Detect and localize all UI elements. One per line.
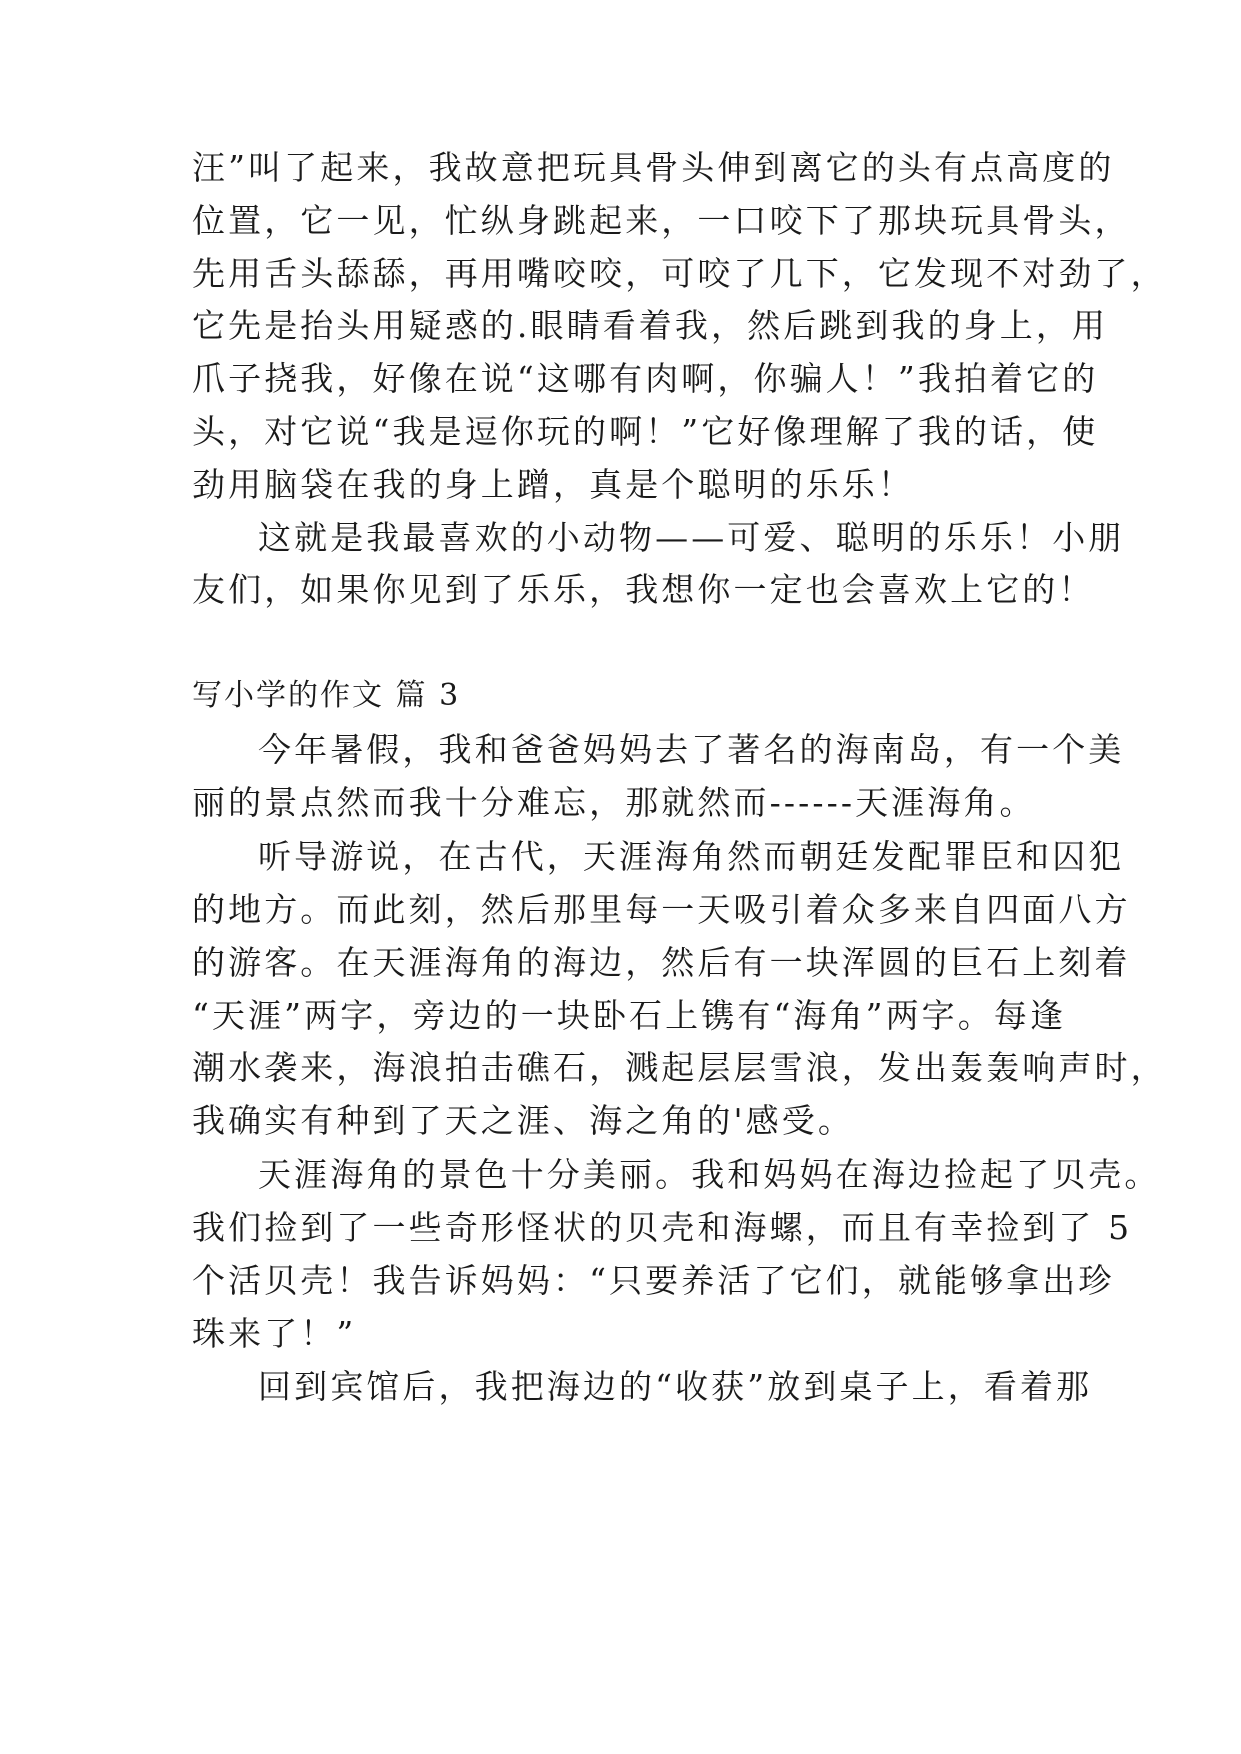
paragraph-line: 头，对它说“我是逗你玩的啊！”它好像理解了我的话，使: [192, 412, 1099, 451]
paragraph-line: 的地方。而此刻，然后那里每一天吸引着众多来自四面八方: [192, 890, 1131, 929]
paragraph-line: 个活贝壳！我告诉妈妈：“只要养活了它们，就能够拿出珍: [192, 1261, 1115, 1300]
paragraph-line: 回到宾馆后，我把海边的“收获”放到桌子上，看着那: [258, 1367, 1093, 1406]
paragraph-line: 劲用脑袋在我的身上蹭，真是个聪明的乐乐！: [192, 465, 914, 504]
paragraph-line: 汪”叫了起来，我故意把玩具骨头伸到离它的头有点高度的: [192, 148, 1115, 187]
paragraph-line: 这就是我最喜欢的小动物——可爱、聪明的乐乐！小朋: [258, 518, 1125, 557]
paragraph-line: 爪子挠我，好像在说“这哪有肉啊，你骗人！”我拍着它的: [192, 359, 1099, 398]
paragraph-line: 我确实有种到了天之涯、海之角的'感受。: [192, 1101, 854, 1140]
paragraph-line: 我们捡到了一些奇形怪状的贝壳和海螺，而且有幸捡到了 5: [192, 1208, 1133, 1247]
paragraph-line: 它先是抬头用疑惑的.眼睛看着我，然后跳到我的身上，用: [192, 306, 1109, 345]
paragraph-line: 珠来了！”: [192, 1314, 357, 1353]
paragraph-line: 丽的景点然而我十分难忘，那就然而------天涯海角。: [192, 783, 1036, 822]
paragraph-line: 今年暑假，我和爸爸妈妈去了著名的海南岛，有一个美: [258, 730, 1125, 769]
paragraph-line: 位置，它一见，忙纵身跳起来，一口咬下了那块玩具骨头，: [192, 201, 1131, 240]
section-heading: 写小学的作文 篇 3: [192, 678, 461, 713]
paragraph-line: 听导游说，在古代，天涯海角然而朝廷发配罪臣和囚犯: [258, 837, 1125, 876]
paragraph-line: 先用舌头舔舔，再用嘴咬咬，可咬了几下，它发现不对劲了，: [192, 254, 1167, 293]
paragraph-line: 的游客。在天涯海角的海边，然后有一块浑圆的巨石上刻着: [192, 943, 1131, 982]
paragraph-line: 潮水袭来，海浪拍击礁石，溅起层层雪浪，发出轰轰响声时，: [192, 1048, 1167, 1087]
paragraph-line: 友们，如果你见到了乐乐，我想你一定也会喜欢上它的！: [192, 570, 1095, 609]
paragraph-line: “天涯”两字，旁边的一块卧石上镌有“海角”两字。每逢: [192, 996, 1067, 1035]
paragraph-line: 天涯海角的景色十分美丽。我和妈妈在海边捡起了贝壳。: [258, 1155, 1161, 1194]
